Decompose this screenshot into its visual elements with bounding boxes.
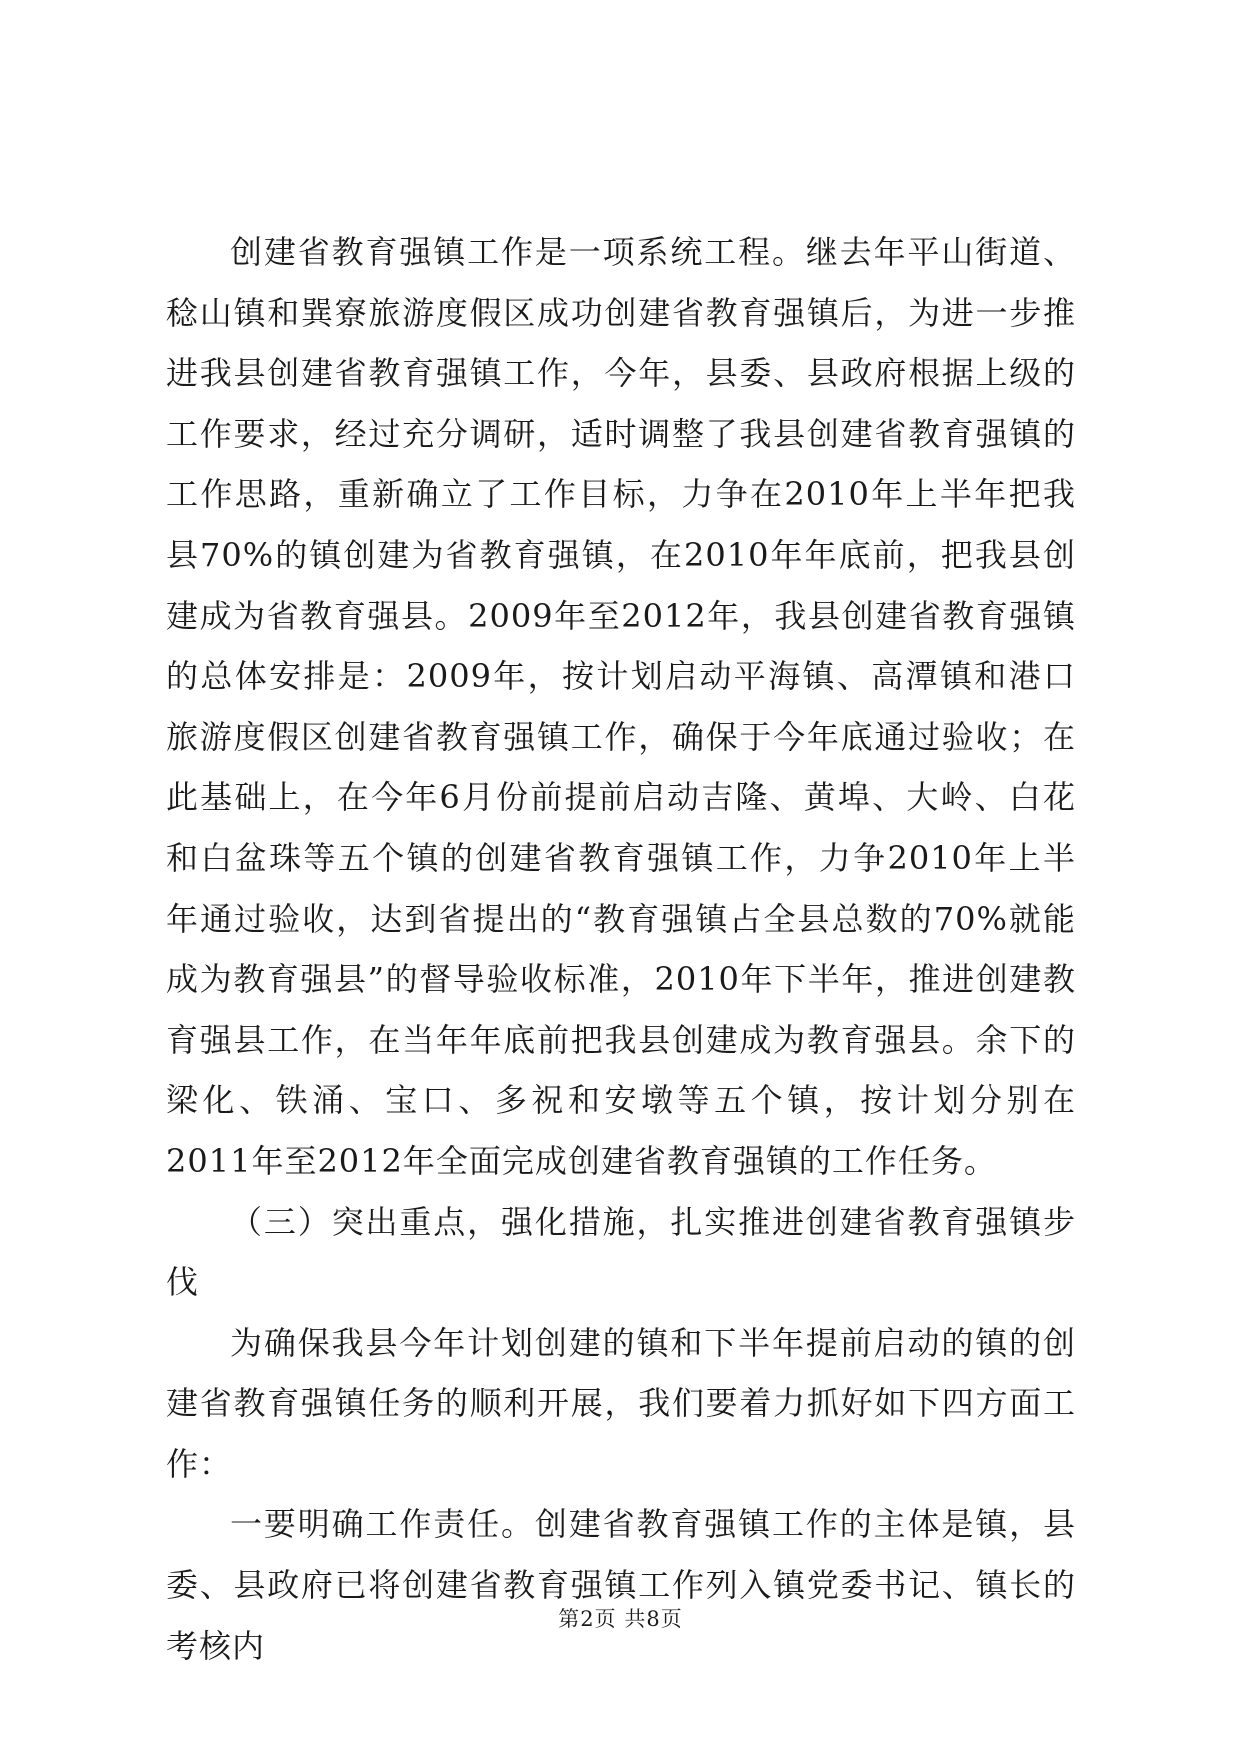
page-footer: 第2页 共8页	[558, 1607, 683, 1631]
paragraph-four-tasks-intro: 为确保我县今年计划创建的镇和下半年提前启动的镇的创建省教育强镇任务的顺利开展，我们要着力抓好如下四方面工作：	[166, 1323, 1076, 1483]
paragraph-overall-plan: 创建省教育强镇工作是一项系统工程。继去年平山街道、稔山镇和巽寮旅游度假区成功创建省教育强镇后，为进一步推进我县创建省教育强镇工作，今年，县委、县政府根据上级的工作要求，经过充分调研，适时调整了我县创建省教育强镇的工作思路，重新确立了工作目标，力争在2010年上半年把我县70%的镇创建为省教育强镇，在2010年年底前，把我县创建成为省教育强县。2009年至2012年，我县创建省教育强镇的总体安排是：2009年，按计划启动平海镇、高潭镇和港口旅游度假区创建省教育强镇工作，确保于今年底通过验收；在此基础上，在今年6月份前提前启动吉隆、黄埠、大岭、白花和白盆珠等五个镇的创建省教育强镇工作，力争2010年上半年通过验收，达到省提出的“教育强镇占全县总数的70%就能成为教育强县”的督导验收标准，2010年下半年，推进创建教育强县工作，在当年年底前把我县创建成为教育强县。余下的梁化、铁涌、宝口、多祝和安墩等五个镇，按计划分别在2011年至2012年全面完成创建省教育强镇的工作任务。	[166, 233, 1076, 1180]
body-text	[166, 222, 1076, 1676]
paragraph-responsibility: 一要明确工作责任。创建省教育强镇工作的主体是镇，县委、县政府已将创建省教育强镇工作列入镇党委书记、镇长的考核内	[166, 1505, 1076, 1665]
section-heading-3: （三）突出重点，强化措施，扎实推进创建省教育强镇步伐	[166, 1202, 1076, 1302]
